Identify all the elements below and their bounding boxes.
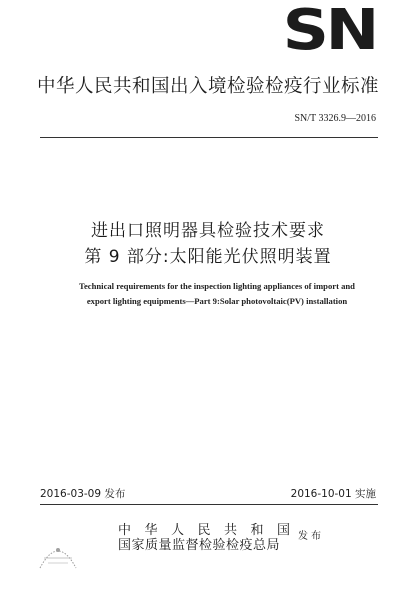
title-chinese-line2: 第 9 部分:太阳能光伏照明装置 xyxy=(84,247,332,267)
implementation-date: 2016-10-01 实施 xyxy=(290,488,376,500)
issuer-agency: 国家质量监督检验检疫总局 xyxy=(118,538,281,553)
sn-logo: SN xyxy=(282,0,376,63)
standard-number: SN/T 3326.9—2016 xyxy=(294,113,376,124)
issuer-country: 中华人民共和国 xyxy=(118,523,304,538)
footer-divider xyxy=(40,504,378,505)
title-english-line1: Technical requirements for the inspection lighting appliances of import and xyxy=(79,281,355,291)
header-divider xyxy=(40,137,378,138)
standard-category-title: 中华人民共和国出入境检验检疫行业标准 xyxy=(36,76,379,97)
issue-date: 2016-03-09 发布 xyxy=(40,488,126,500)
title-chinese-line1: 进出口照明器具检验技术要求 xyxy=(91,221,325,241)
seal-stamp-icon xyxy=(36,538,80,574)
publish-label: 发布 xyxy=(298,531,324,542)
title-english-line2: export lighting equipments—Part 9:Solar photovoltaic(PV) installation xyxy=(86,296,348,306)
